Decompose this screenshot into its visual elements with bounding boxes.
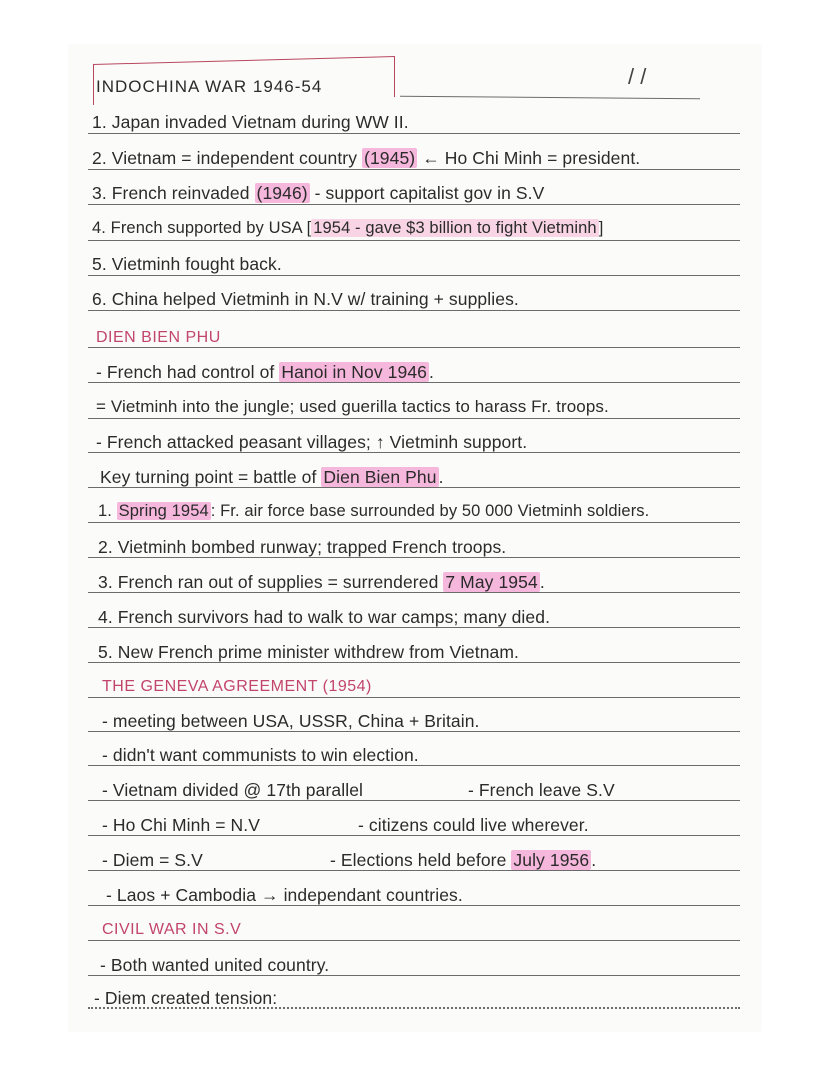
note-line: 4. French survivors had to walk to war camps; many died. (98, 607, 551, 627)
note-line: 2. Vietminh bombed runway; trapped French troops. (98, 537, 507, 557)
date-field: / / (628, 64, 647, 89)
note-line: - Ho Chi Minh = N.V (102, 815, 260, 835)
note-line: - Vietnam divided @ 17th parallel (102, 780, 364, 800)
note-line: 5. New French prime minister withdrew from Vietnam. (98, 642, 520, 662)
note-line: - Diem = S.V (102, 850, 203, 870)
note-line: 1. Japan invaded Vietnam during WW II. (92, 112, 409, 132)
highlight: (1945) (364, 148, 416, 168)
note-line: - didn't want communists to win election. (102, 745, 419, 765)
note-line: - Both wanted united country. (100, 955, 330, 975)
section-heading: DIEN BIEN PHU (96, 329, 221, 346)
note-line-right: - citizens could live wherever. (358, 815, 589, 835)
note-line-right: - French leave S.V (468, 780, 615, 800)
note-line: - French attacked peasant villages; ↑ Vietminh support. (96, 432, 528, 452)
note-line: 1. Spring 1954 : Fr. air force base surrounded by 50 000 Vietminh soldiers. (98, 502, 650, 520)
note-line: 3. French reinvaded (1946) - support capitalist gov in S.V (92, 183, 545, 203)
highlight: (1946) (256, 183, 308, 203)
note-line: Key turning point = battle of Dien Bien Phu . (100, 467, 444, 487)
highlight: July 1956 (513, 850, 590, 870)
note-line: = Vietminh into the jungle; used guerilla tactics to harass Fr. troops. (96, 397, 609, 416)
note-line: 2. Vietnam = independent country (1945) ← Ho Chi Minh = president. (92, 148, 641, 168)
section-heading: CIVIL WAR IN S.V (102, 921, 242, 938)
note-line: 5. Vietminh fought back. (92, 254, 282, 274)
note-line: - French had control of Hanoi in Nov 1946 . (96, 362, 434, 382)
note-line: - Laos + Cambodia → independant countries. (106, 885, 463, 905)
highlight: Hanoi in Nov 1946 (281, 362, 428, 382)
highlight: Dien Bien Phu (323, 467, 437, 487)
note-line-right: - Elections held before July 1956 . (330, 850, 597, 870)
note-line: 3. French ran out of supplies = surrendered 7 May 1954 . (98, 572, 545, 592)
note-line: - Diem created tension: (94, 988, 278, 1008)
note-line: 6. China helped Vietminh in N.V w/ training + supplies. (92, 289, 519, 309)
page-title: INDOCHINA WAR 1946-54 (96, 77, 323, 96)
note-line: - meeting between USA, USSR, China + Britain. (102, 711, 480, 731)
highlight: Spring 1954 (118, 502, 209, 520)
highlight: 1954 - gave $3 billion to fight Vietminh (313, 219, 597, 237)
note-line: 4. French supported by USA [ 1954 - gave $3 billion to fight Vietminh ] (92, 219, 604, 237)
highlight: 7 May 1954 (445, 572, 538, 592)
section-heading: THE GENEVA AGREEMENT (1954) (102, 678, 372, 695)
